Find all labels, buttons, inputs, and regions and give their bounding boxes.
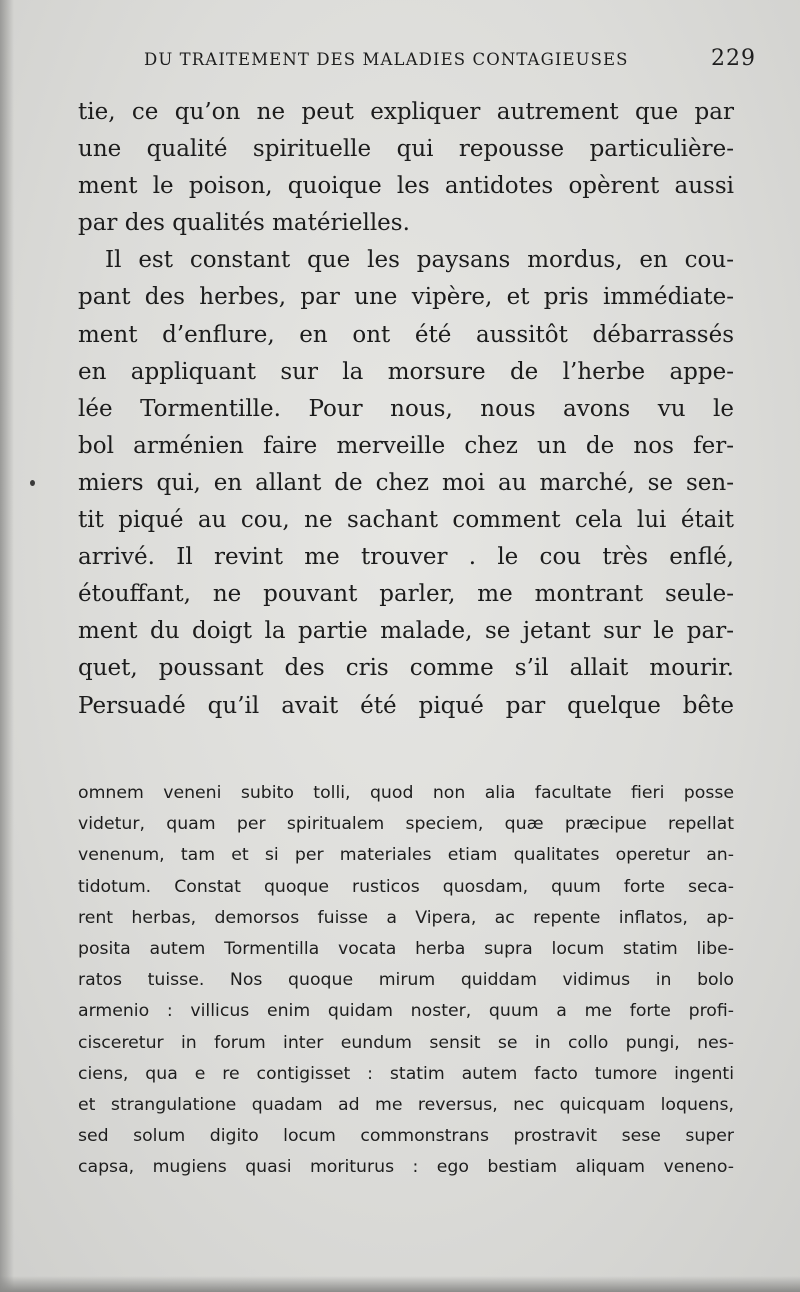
text-line: Il est constant que les paysans mordus, en cou- — [105, 247, 734, 274]
ink-speck — [30, 480, 35, 486]
footnote-line: armenio : villicus enim quidam noster, quum a me forte profi- — [78, 1001, 734, 1022]
footnote-line: omnem veneni subito tolli, quod non alia facultate fieri posse — [78, 783, 734, 803]
text-line: ment du doigt la partie malade, se jetant sur le par- — [78, 618, 734, 645]
running-title: DU TRAITEMENT DES MALADIES CONTAGIEUSES — [144, 50, 629, 69]
text-line: quet, poussant des cris comme s’il allait mourir. — [78, 655, 734, 682]
page-number: 229 — [711, 46, 756, 71]
text-line: miers qui, en allant de chez moi au marché, se sen- — [78, 469, 734, 496]
text-line: pant des herbes, par une vipère, et pris immédiate- — [78, 284, 734, 311]
footnote-line: tidotum. Constat quoque rusticos quosdam, quum forte seca- — [78, 876, 734, 897]
footnote-line: et strangulatione quadam ad me reversus, nec quicquam loquens, — [78, 1094, 734, 1115]
footnote-line: sed solum digito locum commonstrans prostravit sese super — [78, 1126, 734, 1147]
text-line: tit piqué au cou, ne sachant comment cela lui était — [78, 507, 734, 534]
text-line: ment le poison, quoique les antidotes opèrent aussi — [78, 173, 734, 200]
page-header — [144, 46, 756, 76]
footnote-line: cisceretur in forum inter eundum sensit se in collo pungi, nes- — [78, 1032, 734, 1053]
footnote-line: posita autem Tormentilla vocata herba supra locum statim libe- — [78, 938, 734, 959]
footnote-line: ratos tuisse. Nos quoque mirum quiddam vidimus in bolo — [78, 970, 734, 991]
text-line: en appliquant sur la morsure de l’herbe appe- — [78, 358, 734, 385]
text-line: Persuadé qu’il avait été piqué par quelque bête — [78, 692, 734, 719]
text-line: lée Tormentille. Pour nous, nous avons vu le — [78, 395, 734, 422]
text-line: bol arménien faire merveille chez un de nos fer- — [78, 432, 734, 459]
text-line: ment d’enflure, en ont été aussitôt débarrassés — [78, 321, 734, 348]
page-bottom-shadow — [0, 1276, 800, 1292]
page-gutter-shadow — [0, 0, 14, 1292]
footnote-line: capsa, mugiens quasi moriturus : ego bestiam aliquam veneno- — [78, 1157, 734, 1178]
text-line: une qualité spirituelle qui repousse particulière- — [78, 136, 734, 163]
text-line: tie, ce qu’on ne peut expliquer autrement que par — [78, 99, 734, 125]
text-line: par des qualités matérielles. — [78, 210, 410, 237]
footnote-line: venenum, tam et si per materiales etiam qualitates operetur an- — [78, 845, 734, 866]
text-line: arrivé. Il revint me trouver . le cou très enflé, — [78, 544, 734, 571]
text-line: étouffant, ne pouvant parler, me montrant seule- — [78, 581, 734, 608]
latin-footnote — [78, 778, 734, 1183]
footnote-line: rent herbas, demorsos fuisse a Vipera, ac repente inflatos, ap- — [78, 907, 734, 928]
footnote-line: videtur, quam per spiritualem speciem, quæ præcipue repellat — [78, 814, 734, 835]
main-text-block — [78, 94, 734, 725]
footnote-line: ciens, qua e re contigisset : statim autem facto tumore ingenti — [78, 1063, 734, 1084]
